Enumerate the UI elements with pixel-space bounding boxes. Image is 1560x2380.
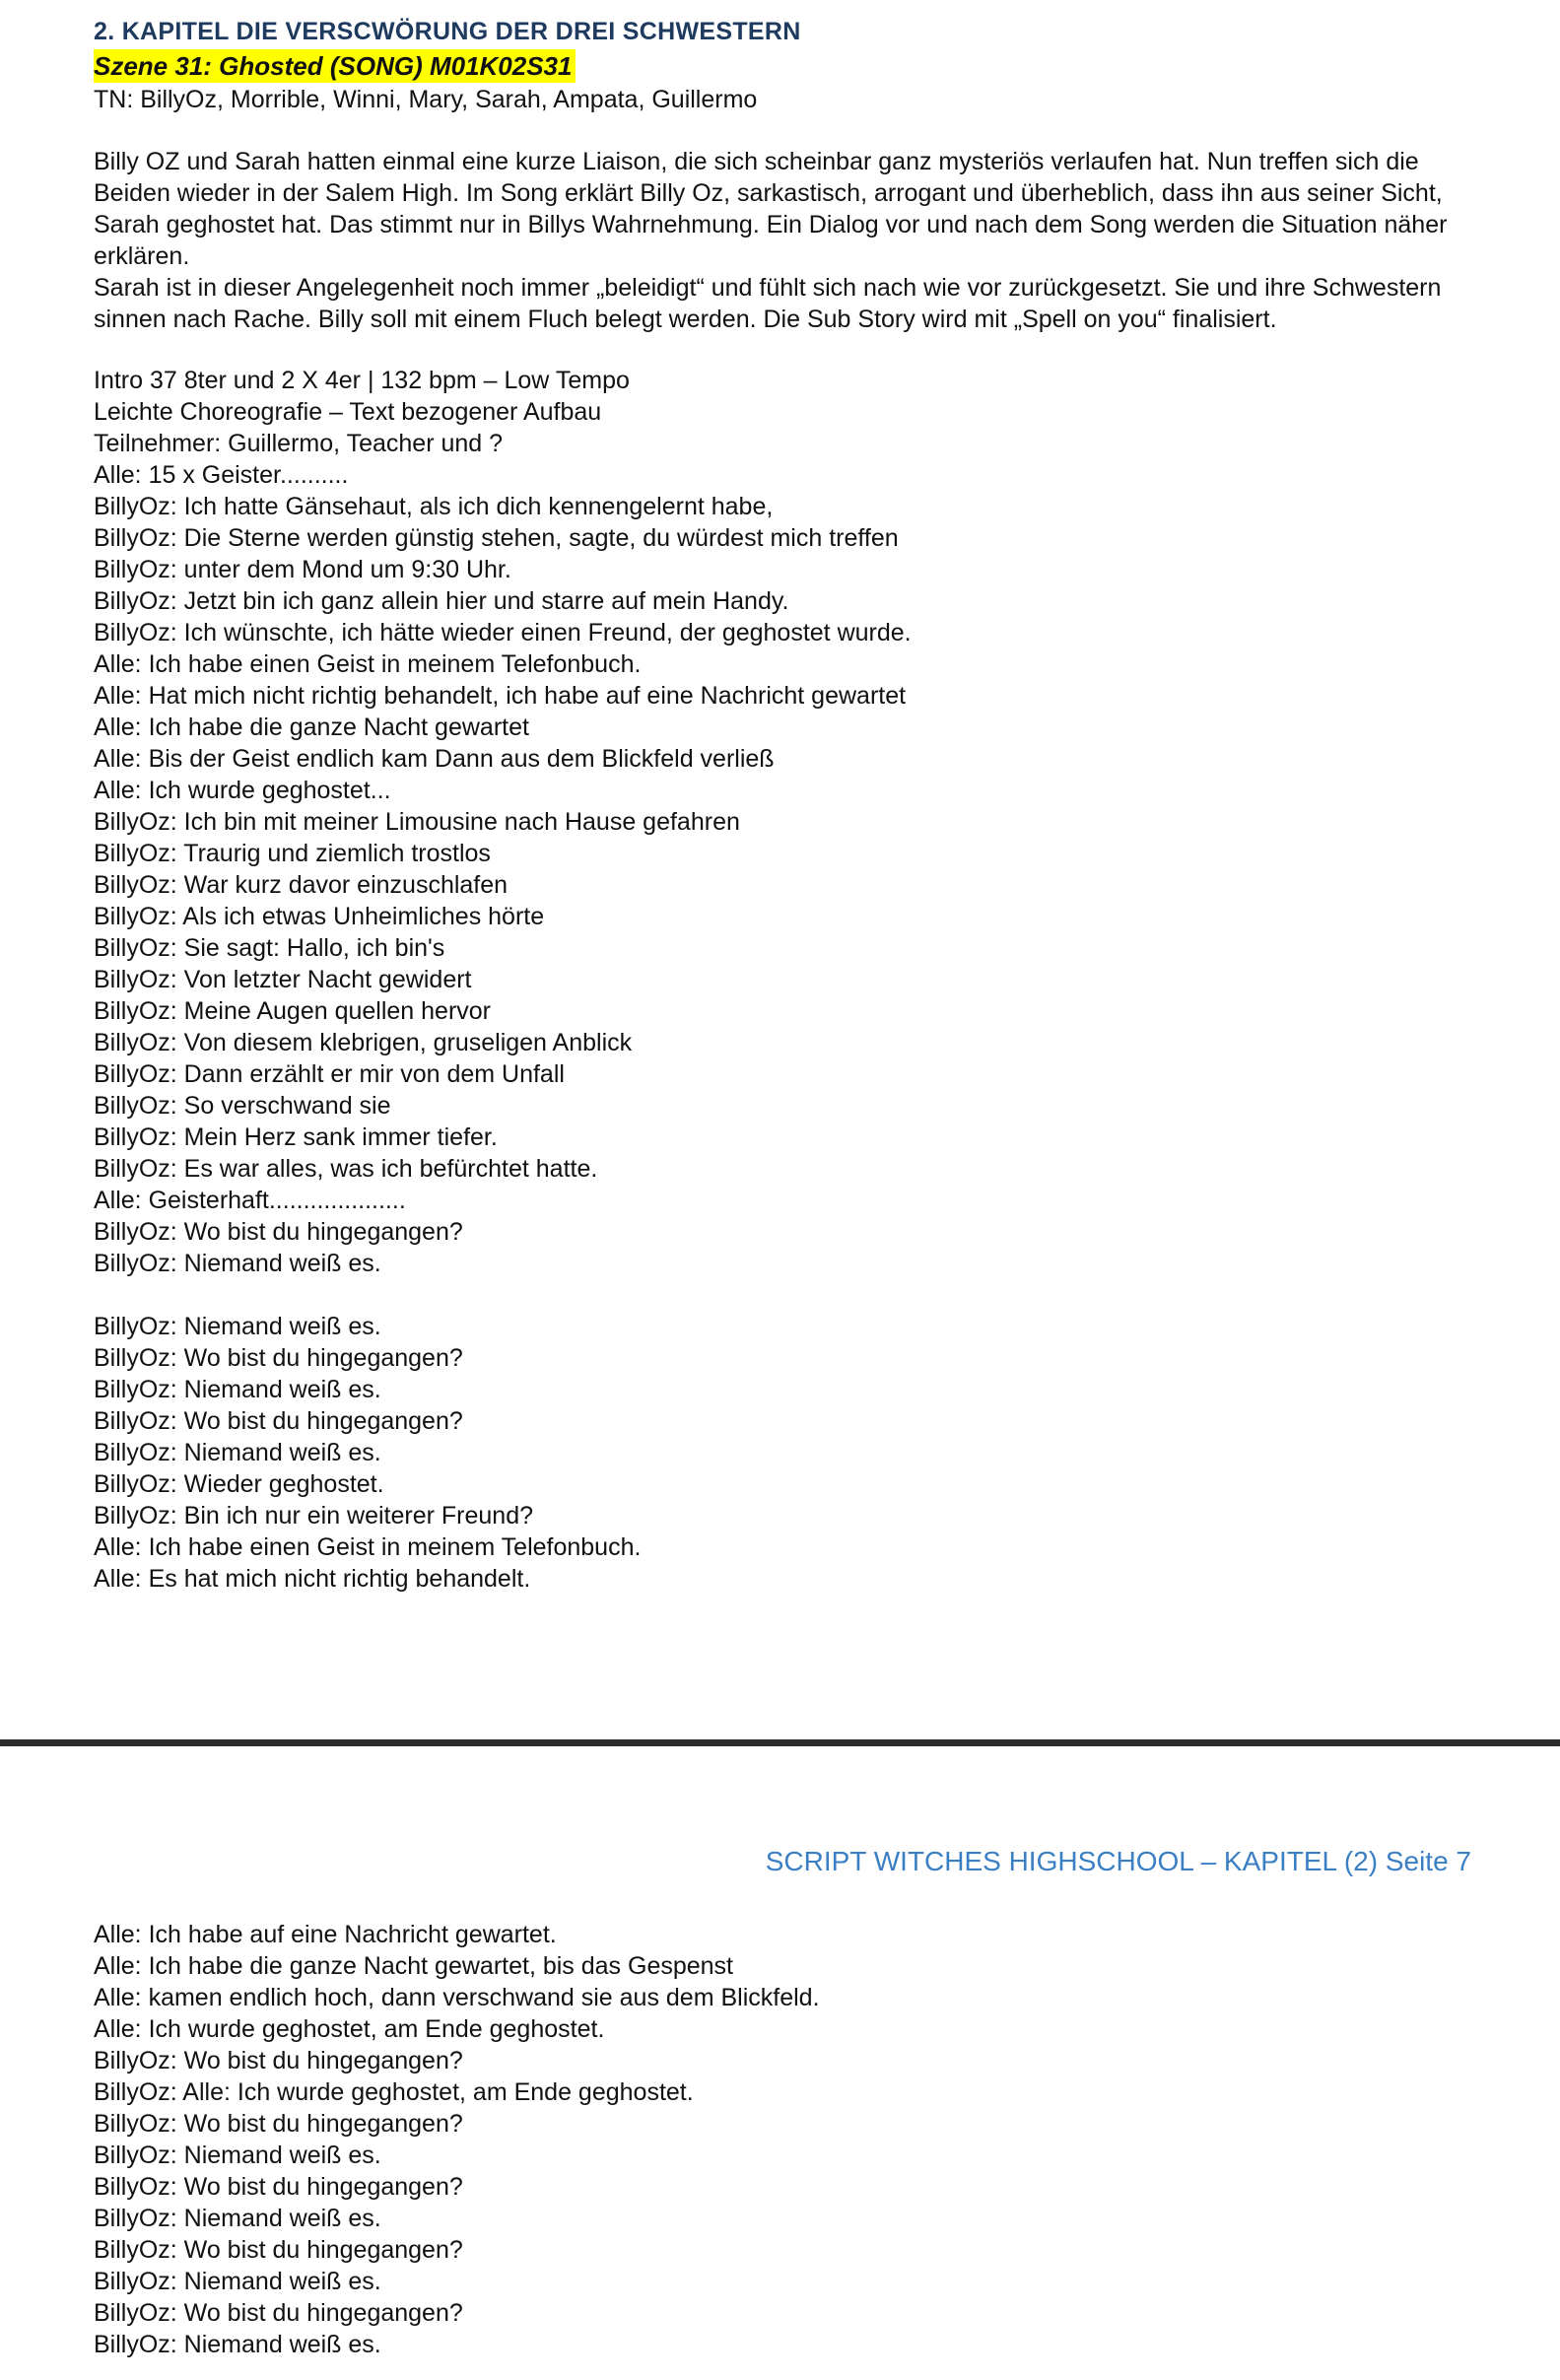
script-line: Alle: Ich wurde geghostet... — [94, 777, 391, 804]
script-line: BillyOz: Meine Augen quellen hervor — [94, 997, 492, 1025]
script-line: Alle: kamen endlich hoch, dann verschwand sie aus dem Blickfeld. — [94, 1984, 820, 2011]
script-line: Alle: Ich habe die ganze Nacht gewartet, bis das Gespenst — [94, 1952, 733, 1980]
song-lyrics — [94, 365, 1493, 1595]
script-line: Alle: Ich habe einen Geist in meinem Telefonbuch. — [94, 650, 642, 678]
script-line: BillyOz: Ich hatte Gänsehaut, als ich dich kennengelernt habe, — [94, 493, 774, 520]
script-page-bottom — [94, 1919, 1493, 2360]
script-line: BillyOz: So verschwand sie — [94, 1092, 391, 1120]
script-line: BillyOz: Wo bist du hingegangen? — [94, 1344, 463, 1372]
script-line: BillyOz: Sie sagt: Hallo, ich bin's — [94, 934, 445, 962]
script-line: Alle: Geisterhaft.................... — [94, 1187, 406, 1214]
script-line: Alle: Bis der Geist endlich kam Dann aus dem Blickfeld verließ — [94, 745, 775, 773]
description-paragraph: Sarah ist in dieser Angelegenheit noch immer „beleidigt“ und fühlt sich nach wie vor zurückgesetzt. Sie und ihre Schwestern sinnen nach Rache. Billy soll mit einem Fluch belegt werden. Die Sub Story wird mit „Spell on you“ finalisiert. — [94, 274, 1442, 333]
script-line: BillyOz: Wo bist du hingegangen? — [94, 1218, 463, 1246]
script-line: BillyOz: Bin ich nur ein weiterer Freund? — [94, 1502, 534, 1530]
script-line: Alle: Ich habe einen Geist in meinem Telefonbuch. — [94, 1533, 642, 1561]
scene-description — [94, 146, 1493, 335]
participants-line: TN: BillyOz, Morrible, Winni, Mary, Sarah, Ampata, Guillermo — [94, 86, 758, 113]
chapter-title: 2. KAPITEL DIE VERSCWÖRUNG DER DREI SCHWESTERN — [94, 18, 801, 45]
script-line: Alle: 15 x Geister.......... — [94, 461, 349, 489]
script-line: Intro 37 8ter und 2 X 4er | 132 bpm – Low Tempo — [94, 367, 630, 394]
script-line: BillyOz: Niemand weiß es. — [94, 1313, 381, 1340]
script-line: Alle: Hat mich nicht richtig behandelt, ich habe auf eine Nachricht gewartet — [94, 682, 907, 710]
script-line: BillyOz: Jetzt bin ich ganz allein hier und starre auf mein Handy. — [94, 587, 789, 615]
script-line: BillyOz: War kurz davor einzuschlafen — [94, 871, 509, 899]
script-line: BillyOz: Wo bist du hingegangen? — [94, 2236, 463, 2264]
script-line: BillyOz: Wieder geghostet. — [94, 1470, 384, 1498]
script-line: BillyOz: Niemand weiß es. — [94, 2142, 381, 2169]
page-divider — [0, 1739, 1560, 1746]
script-line: BillyOz: Wo bist du hingegangen? — [94, 2299, 463, 2327]
script-line: BillyOz: Ich bin mit meiner Limousine nach Hause gefahren — [94, 808, 740, 836]
script-line: Alle: Ich habe auf eine Nachricht gewartet. — [94, 1921, 557, 1948]
script-line: BillyOz: Von letzter Nacht gewidert — [94, 966, 472, 993]
script-line: BillyOz: Niemand weiß es. — [94, 2268, 381, 2295]
script-page-top — [94, 14, 1493, 1595]
script-line: Alle: Ich habe die ganze Nacht gewartet — [94, 714, 529, 741]
script-line: BillyOz: Niemand weiß es. — [94, 1250, 381, 1277]
script-line: BillyOz: Ich wünschte, ich hätte wieder einen Freund, der geghostet wurde. — [94, 619, 912, 646]
script-line: Leichte Choreografie – Text bezogener Aufbau — [94, 398, 602, 426]
script-line: BillyOz: Dann erzählt er mir von dem Unfall — [94, 1060, 565, 1088]
script-line: BillyOz: Niemand weiß es. — [94, 2205, 381, 2232]
script-line: Alle: Es hat mich nicht richtig behandelt. — [94, 1565, 531, 1593]
description-paragraph: Billy OZ und Sarah hatten einmal eine kurze Liaison, die sich scheinbar ganz mysteriös verlaufen hat. Nun treffen sich die Beiden wieder in der Salem High. Im Song erklärt Billy Oz, sarkastisch, arrogant und überheblich, dass ihn aus seiner Sicht, Sarah geghostet hat. Das stimmt nur in Billys Wahrnehmung. Ein Dialog vor und nach dem Song werden die Situation näher erklären. — [94, 148, 1448, 270]
scene-title: Szene 31: Ghosted (SONG) M01K02S31 — [94, 49, 576, 83]
script-line: BillyOz: Die Sterne werden günstig stehen, sagte, du würdest mich treffen — [94, 524, 899, 552]
script-line: Teilnehmer: Guillermo, Teacher und ? — [94, 430, 504, 457]
script-line: BillyOz: Wo bist du hingegangen? — [94, 2173, 463, 2201]
script-line: BillyOz: Wo bist du hingegangen? — [94, 2047, 463, 2074]
script-line: BillyOz: Wo bist du hingegangen? — [94, 2110, 463, 2138]
blank-line — [94, 1279, 1493, 1311]
script-line: BillyOz: Wo bist du hingegangen? — [94, 1407, 463, 1435]
script-line: BillyOz: Niemand weiß es. — [94, 2331, 381, 2358]
script-line: BillyOz: unter dem Mond um 9:30 Uhr. — [94, 556, 511, 583]
song-lyrics-continued — [94, 1919, 1493, 2360]
script-line: BillyOz: Es war alles, was ich befürchtet hatte. — [94, 1155, 598, 1183]
script-line: BillyOz: Traurig und ziemlich trostlos — [94, 840, 491, 867]
script-line: BillyOz: Alle: Ich wurde geghostet, am Ende geghostet. — [94, 2078, 694, 2106]
script-line: BillyOz: Niemand weiß es. — [94, 1376, 381, 1403]
script-line: BillyOz: Niemand weiß es. — [94, 1439, 381, 1466]
script-line: BillyOz: Von diesem klebrigen, gruseligen Anblick — [94, 1029, 633, 1056]
script-line: BillyOz: Mein Herz sank immer tiefer. — [94, 1123, 498, 1151]
page-header: SCRIPT WITCHES HIGHSCHOOL – KAPITEL (2) Seite 7 — [765, 1846, 1471, 1876]
script-line: BillyOz: Als ich etwas Unheimliches hörte — [94, 903, 545, 930]
script-line: Alle: Ich wurde geghostet, am Ende geghostet. — [94, 2015, 605, 2043]
